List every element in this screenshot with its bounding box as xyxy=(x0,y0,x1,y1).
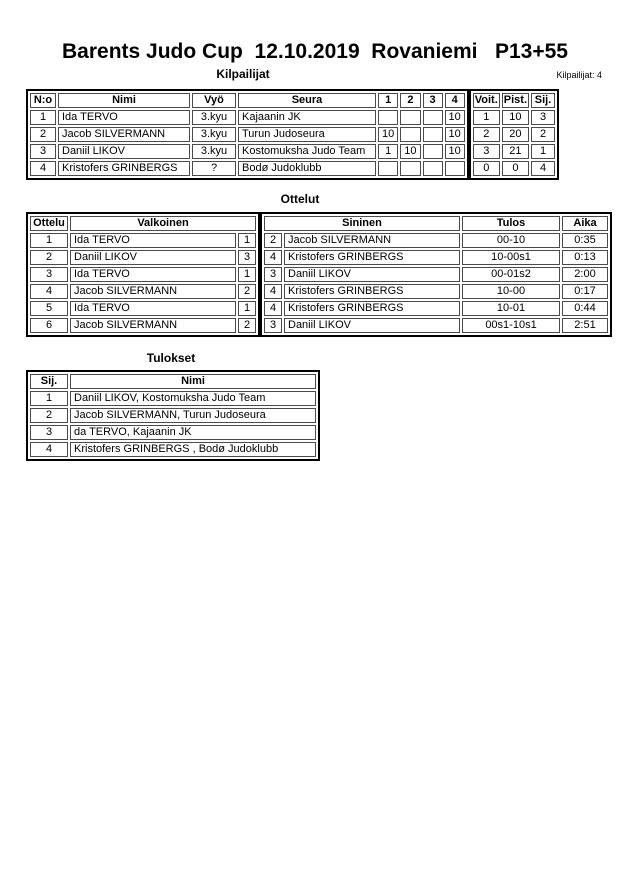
result-name: Daniil LIKOV, Kostomuksha Judo Team xyxy=(70,391,316,406)
white-player: Ida TERVO xyxy=(70,233,236,248)
result-name: da TERVO, Kajaanin JK xyxy=(70,425,316,440)
col-header-belt: Vyö xyxy=(192,93,236,108)
match-no: 2 xyxy=(30,250,68,265)
match-result: 00-01s2 xyxy=(462,267,560,282)
competitor-name: Jacob SILVERMANN xyxy=(58,127,190,142)
match-no: 1 xyxy=(30,233,68,248)
matches-heading: Ottelut xyxy=(280,192,320,206)
match-result: 10-01 xyxy=(462,301,560,316)
competitor-row xyxy=(30,127,465,142)
match-time: 2:51 xyxy=(562,318,608,333)
standings-row xyxy=(473,161,555,176)
competitor-row xyxy=(30,110,465,125)
competitor-no: 3 xyxy=(30,144,56,159)
blue-player-no: 4 xyxy=(264,284,282,299)
round1-score: 1 xyxy=(378,144,398,159)
match-row xyxy=(30,233,256,248)
blue-player-no: 4 xyxy=(264,301,282,316)
results-header-row xyxy=(30,374,316,389)
round2-score xyxy=(400,127,420,142)
match-result: 10-00 xyxy=(462,284,560,299)
round3-score xyxy=(423,127,443,142)
blue-player: Kristofers GRINBERGS xyxy=(284,250,460,265)
white-player-no: 2 xyxy=(238,318,256,333)
round2-score xyxy=(400,110,420,125)
col-header-no: N:o xyxy=(30,93,56,108)
result-place: 1 xyxy=(30,391,68,406)
competitor-name: Ida TERVO xyxy=(58,110,190,125)
results-section xyxy=(26,370,320,461)
match-result: 10-00s1 xyxy=(462,250,560,265)
result-place: 2 xyxy=(30,408,68,423)
white-player: Jacob SILVERMANN xyxy=(70,318,236,333)
match-row xyxy=(264,250,608,265)
match-row xyxy=(264,233,608,248)
result-place: 4 xyxy=(30,442,68,457)
round3-score xyxy=(423,110,443,125)
col-header-round1: 1 xyxy=(378,93,398,108)
round2-score xyxy=(400,161,420,176)
match-time: 0:17 xyxy=(562,284,608,299)
match-row xyxy=(264,301,608,316)
blue-player-no: 2 xyxy=(264,233,282,248)
points-value: 20 xyxy=(502,127,529,142)
result-name: Kristofers GRINBERGS , Bodø Judoklubb xyxy=(70,442,316,457)
place-value: 4 xyxy=(531,161,555,176)
round4-score: 10 xyxy=(445,127,465,142)
match-no: 5 xyxy=(30,301,68,316)
col-header-result: Tulos xyxy=(462,216,560,231)
blue-player: Daniil LIKOV xyxy=(284,318,460,333)
white-player: Ida TERVO xyxy=(70,301,236,316)
place-value: 1 xyxy=(531,144,555,159)
blue-player: Kristofers GRINBERGS xyxy=(284,301,460,316)
blue-player-no: 3 xyxy=(264,267,282,282)
match-row xyxy=(264,318,608,333)
match-row xyxy=(264,284,608,299)
match-row xyxy=(30,267,256,282)
page-title: Barents Judo Cup 12.10.2019 Rovaniemi P13+55 xyxy=(62,40,568,63)
standings-header-row xyxy=(473,93,555,108)
blue-player: Jacob SILVERMANN xyxy=(284,233,460,248)
white-player-no: 3 xyxy=(238,250,256,265)
round1-score: 10 xyxy=(378,127,398,142)
col-header-blue: Sininen xyxy=(264,216,460,231)
points-value: 21 xyxy=(502,144,529,159)
col-header-round4: 4 xyxy=(445,93,465,108)
competitor-belt: 3.kyu xyxy=(192,127,236,142)
blue-player: Daniil LIKOV xyxy=(284,267,460,282)
match-result: 00s1-10s1 xyxy=(462,318,560,333)
wins-value: 2 xyxy=(473,127,500,142)
blue-player-no: 4 xyxy=(264,250,282,265)
result-row xyxy=(30,408,316,423)
round3-score xyxy=(423,161,443,176)
results-heading: Tulokset xyxy=(146,351,196,365)
competitor-no: 1 xyxy=(30,110,56,125)
points-value: 0 xyxy=(502,161,529,176)
competitors-section xyxy=(26,89,559,180)
result-row xyxy=(30,391,316,406)
round1-score xyxy=(378,110,398,125)
white-player-no: 2 xyxy=(238,284,256,299)
result-name: Jacob SILVERMANN, Turun Judoseura xyxy=(70,408,316,423)
competitors-table xyxy=(26,89,469,180)
col-header-name: Nimi xyxy=(58,93,190,108)
white-player: Daniil LIKOV xyxy=(70,250,236,265)
match-no: 3 xyxy=(30,267,68,282)
matches-blue-table xyxy=(260,212,612,337)
col-header-name: Nimi xyxy=(70,374,316,389)
col-header-place: Sij. xyxy=(30,374,68,389)
blue-player-no: 3 xyxy=(264,318,282,333)
competitors-standings-table xyxy=(469,89,559,180)
competitor-belt: 3.kyu xyxy=(192,110,236,125)
match-row xyxy=(30,284,256,299)
standings-row xyxy=(473,127,555,142)
col-header-match: Ottelu xyxy=(30,216,68,231)
match-row xyxy=(264,267,608,282)
round3-score xyxy=(423,144,443,159)
col-header-white: Valkoinen xyxy=(70,216,256,231)
round4-score: 10 xyxy=(445,110,465,125)
white-player-no: 1 xyxy=(238,301,256,316)
competitor-no: 4 xyxy=(30,161,56,176)
competitors-heading: Kilpailijat xyxy=(216,67,270,81)
competitor-row xyxy=(30,161,465,176)
col-header-wins: Voit. xyxy=(474,94,498,106)
result-place: 3 xyxy=(30,425,68,440)
match-result: 00-10 xyxy=(462,233,560,248)
col-header-round3: 3 xyxy=(423,93,443,108)
col-header-place: Sij. xyxy=(531,93,555,108)
points-value: 10 xyxy=(502,110,529,125)
competitor-name: Daniil LIKOV xyxy=(58,144,190,159)
competitor-belt: 3.kyu xyxy=(192,144,236,159)
round1-score xyxy=(378,161,398,176)
round4-score: 10 xyxy=(445,144,465,159)
match-row xyxy=(30,301,256,316)
col-header-club: Seura xyxy=(238,93,376,108)
competitor-name: Kristofers GRINBERGS xyxy=(58,161,190,176)
matches-section xyxy=(26,212,612,337)
matches-header-row xyxy=(30,216,256,231)
competitor-club: Bodø Judoklubb xyxy=(238,161,376,176)
competitor-belt: ? xyxy=(192,161,236,176)
matches-header-row xyxy=(264,216,608,231)
match-row xyxy=(30,250,256,265)
competitor-club: Turun Judoseura xyxy=(238,127,376,142)
col-header-time: Aika xyxy=(562,216,608,231)
place-value: 2 xyxy=(531,127,555,142)
place-value: 3 xyxy=(531,110,555,125)
match-time: 0:35 xyxy=(562,233,608,248)
competitor-club: Kostomuksha Judo Team xyxy=(238,144,376,159)
standings-row xyxy=(473,110,555,125)
competitor-row xyxy=(30,144,465,159)
wins-value: 1 xyxy=(473,110,500,125)
white-player: Ida TERVO xyxy=(70,267,236,282)
round2-score: 10 xyxy=(400,144,420,159)
result-row xyxy=(30,425,316,440)
white-player-no: 1 xyxy=(238,233,256,248)
match-time: 0:13 xyxy=(562,250,608,265)
match-row xyxy=(30,318,256,333)
col-header-points: Pist. xyxy=(503,94,527,106)
round4-score xyxy=(445,161,465,176)
col-header-round2: 2 xyxy=(400,93,420,108)
competitors-count-label: Kilpailijat: 4 xyxy=(556,70,602,80)
match-no: 6 xyxy=(30,318,68,333)
blue-player: Kristofers GRINBERGS xyxy=(284,284,460,299)
competitors-header-row xyxy=(30,93,465,108)
match-no: 4 xyxy=(30,284,68,299)
results-table xyxy=(26,370,320,461)
white-player-no: 1 xyxy=(238,267,256,282)
competitor-no: 2 xyxy=(30,127,56,142)
match-time: 2:00 xyxy=(562,267,608,282)
wins-value: 3 xyxy=(473,144,500,159)
match-time: 0:44 xyxy=(562,301,608,316)
standings-row xyxy=(473,144,555,159)
competitor-club: Kajaanin JK xyxy=(238,110,376,125)
matches-white-table xyxy=(26,212,260,337)
wins-value: 0 xyxy=(473,161,500,176)
white-player: Jacob SILVERMANN xyxy=(70,284,236,299)
result-row xyxy=(30,442,316,457)
